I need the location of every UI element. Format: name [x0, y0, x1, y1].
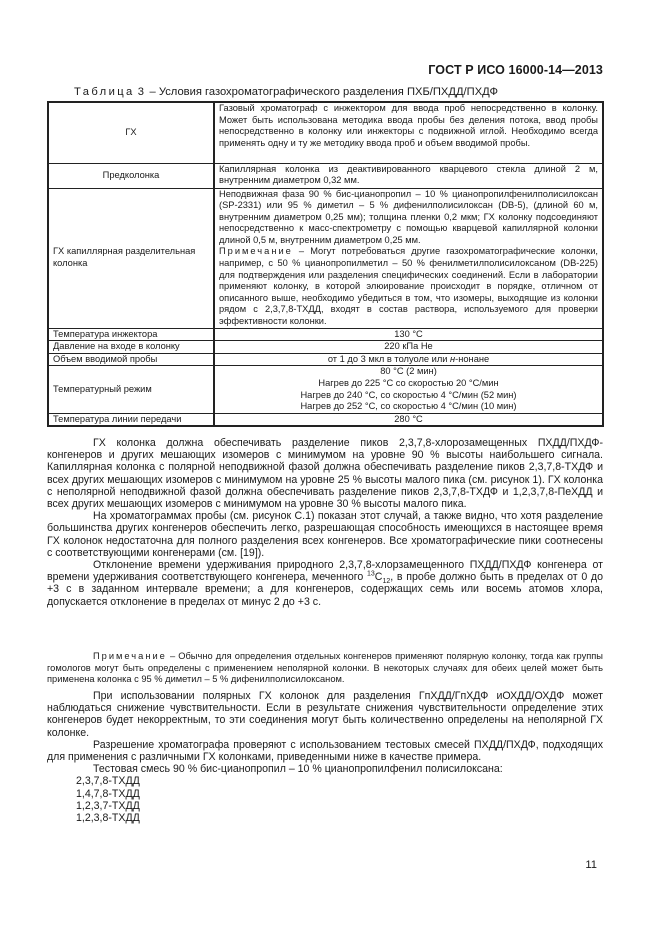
- note-label: Примечание: [219, 246, 293, 257]
- temp-step: 80 °С (2 мин): [380, 366, 437, 377]
- table-row: [48, 413, 603, 426]
- param-cell: Предколонка: [48, 163, 214, 188]
- table-row: [48, 102, 603, 163]
- value-italic: н: [450, 353, 456, 364]
- param-cell: ГХ капиллярная разделительная колонка: [48, 188, 214, 328]
- table-row: [48, 163, 603, 188]
- paragraph: На хроматограммах пробы (см. рисунок С.1) показан этот случай, а также видно, что хотя разделение большинства других конгенеров обеспечить легко, разрешающая способность имеющихся в настоящее время ГХ колонок недостаточна для полного разделения всех конгенеров. Все хроматографические пики соотнесены с соответствующими конгенерами (см. [19]).: [47, 510, 603, 559]
- value-cell: Газовый хроматограф с инжектором для ввода проб непосредственно в колонку. Может быть использована методика ввода пробы без деления потока, ввод пробы непосредственно в колонку или инжекторы с подвижной иглой. Необходимо всегда применять одну и ту же методику ввода проб и объем вводимой пробы.: [214, 102, 603, 163]
- paragraph: При использовании полярных ГХ колонок для разделения ГпХДД/ГпХДФ иОХДД/ОХДФ может наблюдаться снижение чувствительности. Если в результате снижения чувствительности определение этих конгенеров будет некорректным, то эти соединения могут быть количественно определены на неполярной ГХ колонке.: [47, 690, 603, 739]
- text: С: [374, 571, 383, 584]
- temp-step: Нагрев до 225 °С со скоростью 20 °С/мин: [318, 378, 499, 388]
- table-row: [48, 341, 603, 354]
- body-text: [47, 437, 603, 608]
- list-item: 1,2,3,7-ТХДД: [76, 799, 140, 812]
- table-caption: [74, 86, 498, 98]
- paragraph: Разрешение хроматографа проверяют с использованием тестовых смесей ПХДД/ПХДФ, подходящих для применения с различными ГХ колонками, приведенными ниже в качестве примера.: [47, 738, 603, 764]
- table-note: [219, 246, 598, 327]
- param-cell: Температура инжектора: [48, 328, 214, 341]
- list-item: 2,3,7,8-ТХДД: [76, 775, 140, 788]
- table-row: [48, 328, 603, 341]
- note-text: – Обычно для определения отдельных конгенеров применяют полярную колонку, тогда как группы гомологов могут быть определены с применением неполярной колонки. В некоторых случаях для обеих целей может быть применена колонка с 95 % диметил – 5 % дифенилполисилоксаном.: [47, 651, 603, 685]
- list-item: 1,4,7,8-ТХДД: [76, 787, 140, 800]
- temp-step: Нагрев до 252 °С, со скоростью 4 °С/мин (10 мин): [300, 401, 517, 412]
- paragraph: [47, 559, 603, 608]
- value-cell: 220 кПа Не: [214, 341, 603, 354]
- param-cell: Объем вводимой пробы: [48, 353, 214, 366]
- value-cell: Капиллярная колонка из деактивированного кварцевого стекла длиной 2 м, внутренним диаметром 0,32 мм.: [214, 163, 603, 188]
- param-cell: Давление на входе в колонку: [48, 341, 214, 354]
- body-note: [47, 651, 603, 686]
- value-cell: 130 °С: [214, 328, 603, 341]
- value-cell: [214, 188, 603, 328]
- value-text: от 1 до 3 мкл в толуоле или: [327, 353, 451, 364]
- congener-list: [47, 775, 603, 824]
- table-row: [48, 353, 603, 366]
- table-row: [48, 366, 603, 413]
- param-cell: Температурный режим: [48, 366, 214, 413]
- column-description: Неподвижная фаза 90 % бис-цианопропил – 10 % цианопропилфенилполисилоксан (SP-2331) или 95 % диметил – 5 % дифенилполисилоксан (DB-5), (длиной 60 м, внутренним диаметром 0,25 мм); толщина пленки 0,2 мкм; ГХ колонку подсоединяют непосредственно к масс-спектрометру с помощью кварцевой капиллярной колонки длиной 0,5 м, внутренним диаметром 0,25 мм.: [219, 188, 598, 245]
- note-text: – Могут потребоваться другие газохроматографические колонки, например, с 50 % цианопропилметил – 50 % фенилметилполисилоксаном (DB-225) для подтверждения или разделения специфических соединений. Если в лаборатории применяют колонку, в которой элюирование происходит в порядке, отличном от описанного выше, необходимо убедиться в том, что изомеры, выходящие из колонки рядом с 2,3,7,8-ТХДД, входят в состав раствора, используемого для проверки эффективности колонки.: [219, 246, 598, 327]
- table-caption-label: Таблица: [74, 86, 135, 98]
- text: Отклонение времени удерживания природного 2,3,7,8-хлорзамещенного ПХДД/ПХДФ конгенера от времени удерживания соответствующего конгенера, меченного: [47, 559, 603, 584]
- table-row: [48, 188, 603, 328]
- document-standard-header: ГОСТ Р ИСО 16000-14—2013: [428, 63, 603, 77]
- temp-step: Нагрев до 240 °С, со скоростью 4 °С/мин (52 мин): [300, 389, 517, 400]
- page-number: 11: [585, 859, 597, 871]
- note-paragraph: [47, 651, 603, 686]
- superscript: 13: [367, 570, 375, 578]
- value-cell: [214, 353, 603, 366]
- value-cell: 280 °С: [214, 413, 603, 426]
- text: , в пробе должно быть в пределах от 0 до +3 с в заданном интервале времени; а для конгенеров, содержащих семь или восемь атомов хлора, допускается отклонение в пределах от минус 2 до +3 с.: [47, 571, 604, 608]
- table-caption-title: – Условия газохроматографического разделения ПХБ/ПХДД/ПХДФ: [149, 86, 498, 98]
- body-text-continued: [47, 690, 603, 824]
- subscript: 12: [382, 578, 391, 586]
- value-cell: [214, 366, 603, 413]
- gc-conditions-table: [47, 101, 604, 427]
- paragraph: ГХ колонка должна обеспечивать разделение пиков 2,3,7,8-хлорозамещенных ПХДД/ПХДФ-конгенеров и других мешающих изомеров с минимумом на уровне 90 % высоты наибольшего сигнала. Капиллярная колонка с полярной неподвижной фазой должна обеспечивать разделение пиков 2,3,7,8-ТХДФ и всех других мешающих изомеров с минимумом на уровне 25 % высоты малого пика (см. рисунок 1). ГХ колонка с неполярной неподвижной фазой должна обеспечивать разделение пиков 2,3,7,8-ТХДФ и 1,2,3,7,8-ПеХДД и всех других мешающих изомеров с минимумом на уровне 30 % высоты малого пика.: [47, 437, 603, 511]
- value-text: -нонане: [455, 353, 490, 364]
- note-label: Примечание: [93, 651, 167, 661]
- paragraph: Тестовая смесь 90 % бис-цианопропил – 10 % цианопропилфенил полисилоксана:: [93, 763, 503, 776]
- table-caption-number: 3: [137, 86, 147, 98]
- list-item: 1,2,3,8-ТХДД: [76, 812, 140, 825]
- param-cell: Температура линии передачи: [48, 413, 214, 426]
- param-cell: ГХ: [48, 102, 214, 163]
